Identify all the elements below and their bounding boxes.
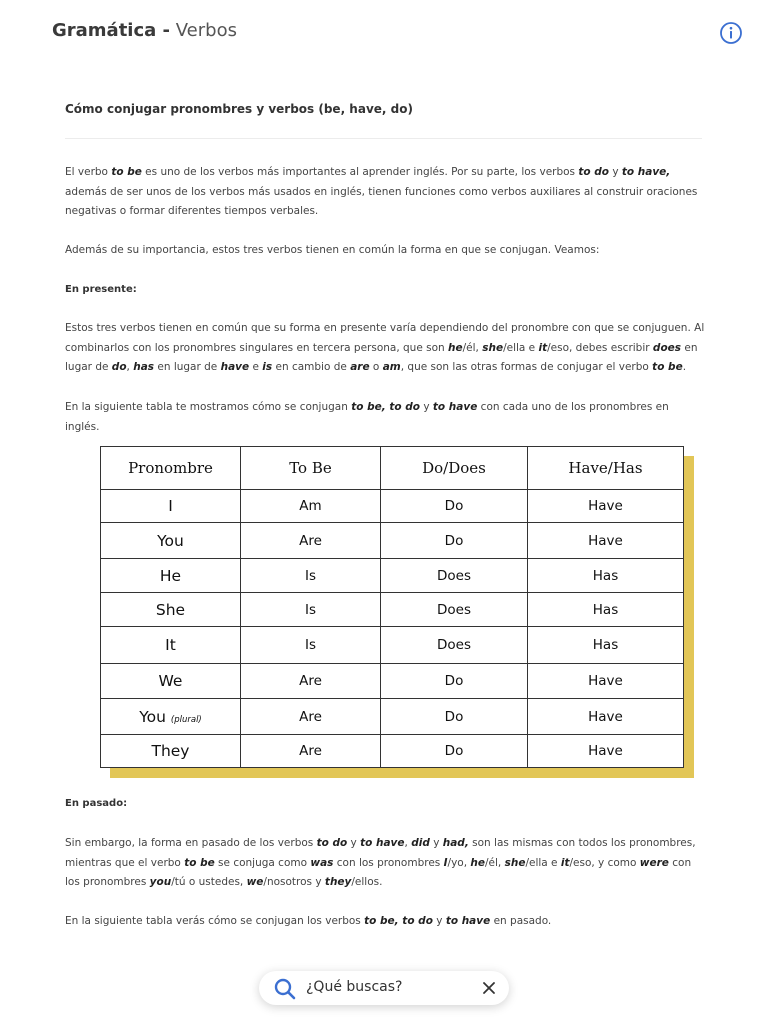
pronoun-text: You bbox=[139, 707, 166, 726]
table-row bbox=[101, 664, 684, 699]
to-be-cell: Is bbox=[241, 559, 381, 593]
importance-paragraph: Además de su importancia, estos tres verbos tienen en común la forma en que se conjugan. Veamos: bbox=[65, 244, 600, 256]
page-title-light: Verbos bbox=[175, 20, 237, 41]
pronoun-cell: We bbox=[101, 664, 241, 699]
do-does-cell: Do bbox=[381, 699, 528, 735]
search-icon[interactable] bbox=[273, 977, 297, 1001]
to-be-cell: Is bbox=[241, 593, 381, 627]
to-be-cell: Am bbox=[241, 490, 381, 523]
to-be-cell: Is bbox=[241, 627, 381, 664]
table-row bbox=[101, 735, 684, 768]
do-does-cell: Do bbox=[381, 490, 528, 523]
pronoun-note: (plural) bbox=[170, 714, 202, 725]
have-has-cell: Has bbox=[528, 593, 684, 627]
search-bar[interactable] bbox=[259, 971, 509, 1005]
do-does-cell: Do bbox=[381, 523, 528, 559]
pronoun-cell: You bbox=[101, 523, 241, 559]
have-has-cell: Have bbox=[528, 699, 684, 735]
table-row bbox=[101, 627, 684, 664]
table-row bbox=[101, 523, 684, 559]
have-has-cell: Have bbox=[528, 735, 684, 768]
to-be-cell: Are bbox=[241, 664, 381, 699]
table-intro-paragraph: En la siguiente tabla te mostramos cómo se conjugan to be, to do y to have con cada uno de los pronombres en inglés. bbox=[65, 401, 669, 433]
past-label: En pasado: bbox=[65, 798, 128, 809]
do-does-cell: Does bbox=[381, 559, 528, 593]
info-button[interactable] bbox=[719, 21, 743, 45]
close-icon[interactable] bbox=[481, 980, 497, 996]
pronoun-cell: He bbox=[101, 559, 241, 593]
page-title-strong: Gramática - bbox=[52, 20, 171, 41]
have-has-cell: Have bbox=[528, 664, 684, 699]
pronoun-cell: I bbox=[101, 490, 241, 523]
intro-paragraph: El verbo to be es uno de los verbos más importantes al aprender inglés. Por su parte, los verbos to do y to have, además de ser unos de los verbos más usados en inglés, tienen funciones como verbos auxiliares al construir oraciones negativas o formar diferentes tiempos verbales. bbox=[65, 166, 698, 217]
do-does-cell: Does bbox=[381, 627, 528, 664]
table-row bbox=[101, 559, 684, 593]
have-has-cell: Have bbox=[528, 523, 684, 559]
past-table-intro-paragraph: En la siguiente tabla verás cómo se conjugan los verbos to be, to do y to have en pasado. bbox=[65, 915, 552, 927]
header-to-be: To Be bbox=[241, 447, 381, 490]
header-have-has: Have/Has bbox=[528, 447, 684, 490]
pronoun-cell bbox=[101, 699, 241, 735]
section-title: Cómo conjugar pronombres y verbos (be, have, do) bbox=[65, 102, 413, 116]
have-has-cell: Has bbox=[528, 559, 684, 593]
conjugation-table bbox=[100, 446, 684, 768]
table-row bbox=[101, 699, 684, 735]
header-pronombre: Pronombre bbox=[101, 447, 241, 490]
top-bar bbox=[0, 0, 768, 64]
divider bbox=[65, 138, 702, 139]
have-has-cell: Have bbox=[528, 490, 684, 523]
present-paragraph: Estos tres verbos tienen en común que su forma en presente varía dependiendo del pronombre con que se conjuguen. Al combinarlos con los pronombres singulares en tercera persona, que son he/él, she/ella e it/eso, debes escribir does en lugar de do, has en lugar de have e is en cambio de are o am, que son las otras formas de conjugar el verbo to be. bbox=[65, 322, 705, 373]
to-be-cell: Are bbox=[241, 699, 381, 735]
info-icon bbox=[719, 21, 743, 45]
search-input[interactable]: ¿Qué buscas? bbox=[306, 979, 403, 995]
header-do-does: Do/Does bbox=[381, 447, 528, 490]
table-header-row bbox=[101, 447, 684, 490]
table-row bbox=[101, 593, 684, 627]
do-does-cell: Do bbox=[381, 664, 528, 699]
have-has-cell: Has bbox=[528, 627, 684, 664]
do-does-cell: Does bbox=[381, 593, 528, 627]
to-be-cell: Are bbox=[241, 523, 381, 559]
do-does-cell: Do bbox=[381, 735, 528, 768]
present-label: En presente: bbox=[65, 284, 137, 295]
page-title bbox=[52, 20, 237, 41]
pronoun-cell: She bbox=[101, 593, 241, 627]
past-paragraph: Sin embargo, la forma en pasado de los verbos to do y to have, did y had, son las mismas con todos los pronombres, mientras que el verbo to be se conjuga como was con los pronombres I/yo, he/él, she/ella e it/eso, y como were con los pronombres you/tú o ustedes, we/nosotros y they/ellos. bbox=[65, 837, 696, 888]
to-be-cell: Are bbox=[241, 735, 381, 768]
table-row bbox=[101, 490, 684, 523]
conjugation-table-figure bbox=[100, 446, 694, 778]
pronoun-cell: They bbox=[101, 735, 241, 768]
pronoun-cell: It bbox=[101, 627, 241, 664]
